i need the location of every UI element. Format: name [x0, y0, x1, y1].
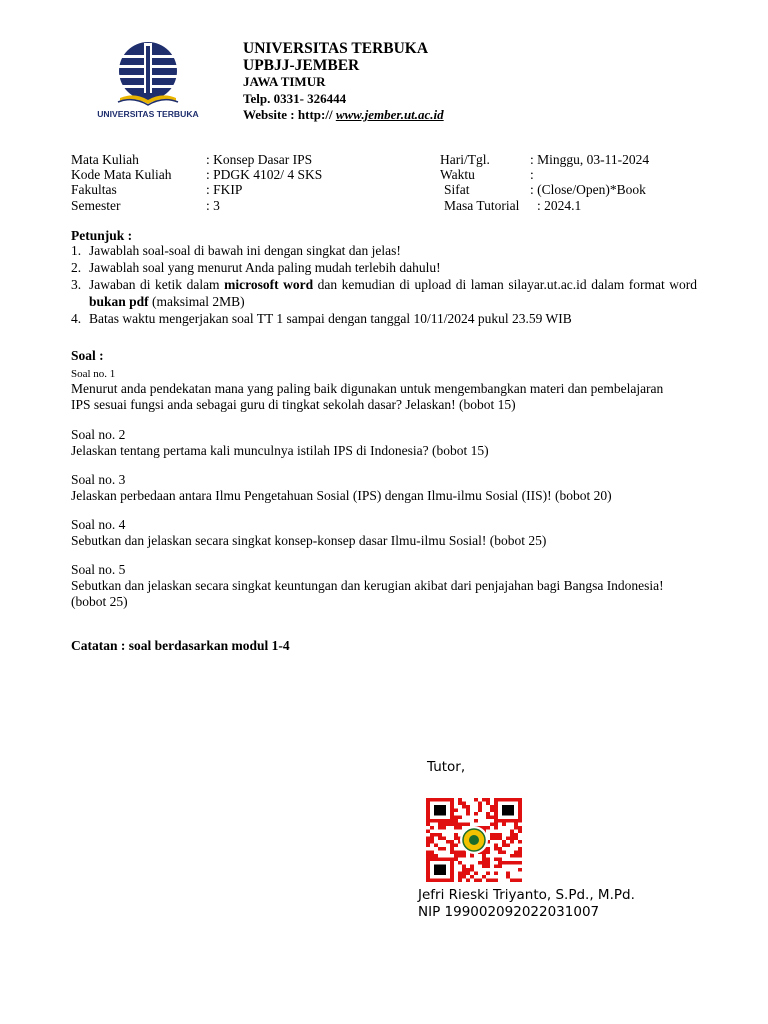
question-text: Menurut anda pendekatan mana yang paling baik digunakan untuk mengembangkan materi dan pembelajaran IPS sesuai fungsi anda sebagai guru di tingkat sekolah dasar? Jelaskan! (bobot 15) [71, 381, 664, 412]
region-name: JAWA TIMUR [243, 74, 326, 89]
instruction-item [71, 276, 697, 310]
info-value: : PDGK 4102/ 4 SKS [206, 167, 323, 182]
info-label: Sifat [444, 182, 470, 197]
question-block [71, 427, 671, 459]
info-row-mata-kuliah [71, 152, 139, 168]
tutor-label: Tutor, [427, 759, 466, 775]
instruction-item [71, 259, 697, 276]
instruction-text: Jawablah soal-soal di bawah ini dengan singkat dan jelas! [89, 243, 401, 258]
note-text: Catatan : soal berdasarkan modul 1-4 [71, 638, 290, 653]
instructions-title: Petunjuk : [71, 228, 133, 243]
instruction-text: Batas waktu mengerjakan soal TT 1 sampai dengan tanggal 10/11/2024 pukul 23.59 WIB [89, 311, 572, 326]
info-label: Hari/Tgl. [440, 152, 490, 167]
question-label: Soal no. 2 [71, 427, 126, 442]
info-value: : FKIP [206, 182, 243, 197]
instruction-emphasis: microsoft word [224, 277, 314, 292]
info-label: Semester [71, 198, 121, 213]
info-label: Kode Mata Kuliah [71, 167, 172, 182]
info-label: Fakultas [71, 182, 117, 197]
instruction-text: dan kemudian di upload di laman silayar.ut.ac.id dalam format word [313, 277, 697, 292]
header-block [243, 41, 444, 124]
instruction-number: 3. [71, 277, 82, 292]
info-value: : 3 [206, 198, 220, 213]
question-text: Jelaskan perbedaan antara Ilmu Pengetahuan Sosial (IPS) dengan Ilmu-ilmu Sosial (IIS)! (bobot 20) [71, 488, 612, 503]
instruction-text: (maksimal 2MB) [148, 294, 245, 309]
signature-block [418, 887, 635, 921]
logo-text: UNIVERSITAS TERBUKA [97, 109, 199, 119]
tutor-name: Jefri Rieski Triyanto, S.Pd., M.Pd. [418, 887, 635, 903]
instruction-number: 4. [71, 311, 82, 326]
question-label: Soal no. 3 [71, 472, 126, 487]
qr-code-signature [426, 798, 522, 882]
question-text: Jelaskan tentang pertama kali munculnya istilah IPS di Indonesia? (bobot 15) [71, 443, 489, 458]
question-block [71, 472, 671, 504]
info-value: : [530, 167, 534, 182]
question-block [71, 517, 671, 549]
info-value: : Konsep Dasar IPS [206, 152, 313, 167]
instruction-item [71, 310, 697, 327]
question-block [71, 368, 671, 413]
instruction-number: 1. [71, 243, 82, 258]
question-text: Sebutkan dan jelaskan secara singkat keuntungan dan kerugian akibat dari penjajahan bagi Bangsa Indonesia! (bobot 25) [71, 578, 664, 609]
website-prefix: Website : http:// [243, 107, 336, 122]
instruction-emphasis: bukan pdf [89, 294, 149, 309]
university-name: UNIVERSITAS TERBUKA [243, 40, 429, 57]
website-link[interactable]: www.jember.ut.ac.id [335, 107, 444, 122]
question-label: Soal no. 1 [71, 368, 116, 380]
info-value: : (Close/Open)*Book [530, 182, 646, 197]
phone-number: Telp. 0331- 326444 [243, 90, 347, 106]
question-block [71, 562, 671, 610]
website-line [243, 107, 444, 124]
question-text: Sebutkan dan jelaskan secara singkat konsep-konsep dasar Ilmu-ilmu Sosial! (bobot 25) [71, 533, 547, 548]
instruction-item [71, 242, 697, 259]
unit-name: UPBJJ-JEMBER [243, 56, 360, 74]
info-label: Mata Kuliah [71, 152, 139, 167]
info-value: : 2024.1 [537, 198, 582, 213]
instructions-list [71, 242, 697, 327]
info-value: : Minggu, 03-11-2024 [530, 152, 650, 167]
instruction-text: Jawablah soal yang menurut Anda paling mudah terlebih dahulu! [89, 260, 441, 275]
instruction-number: 2. [71, 260, 82, 275]
university-logo [72, 38, 220, 122]
tutor-nip: NIP 199002092022031007 [418, 904, 600, 920]
info-label: Masa Tutorial [444, 198, 520, 213]
info-label: Waktu [440, 167, 475, 182]
question-label: Soal no. 4 [71, 517, 126, 532]
instruction-text: Jawaban di ketik dalam [89, 277, 225, 292]
question-label: Soal no. 5 [71, 562, 126, 577]
questions-title: Soal : [71, 348, 104, 363]
